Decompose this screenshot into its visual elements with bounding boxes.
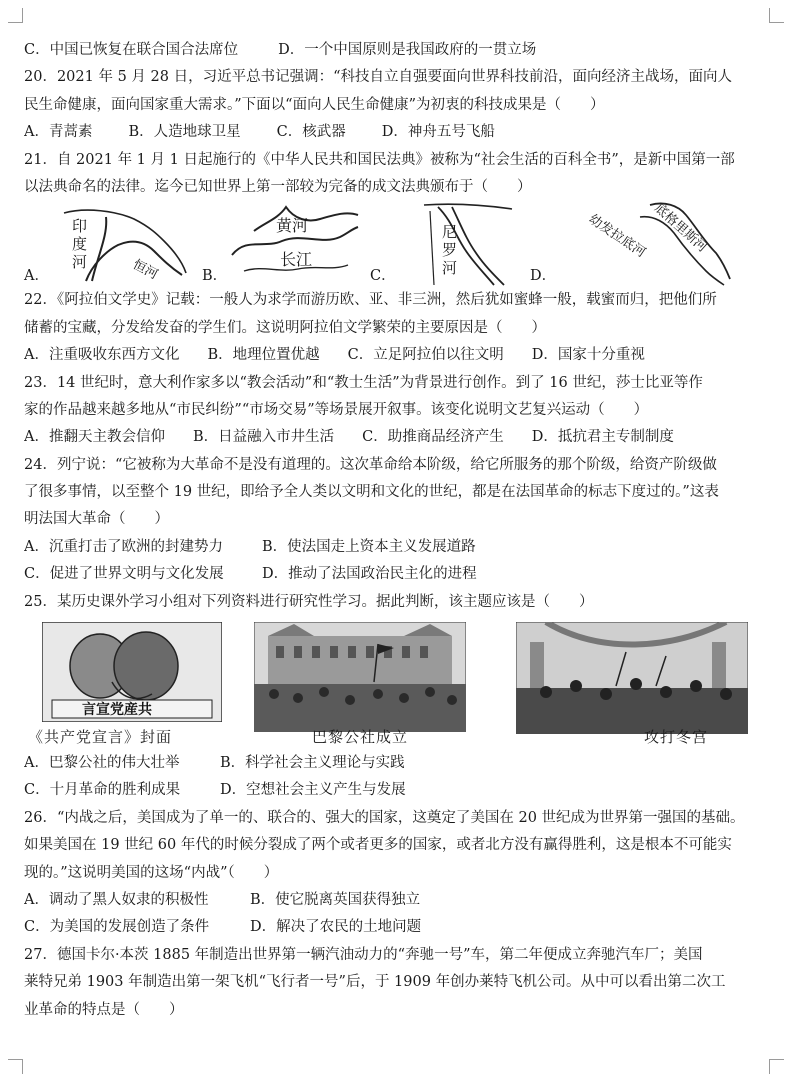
option-a: A．调动了黑人奴隶的积极性: [24, 891, 209, 908]
option-b: B．使法国走上资本主义发展道路: [262, 538, 476, 555]
question-text: 25．某历史课外学习小组对下列资料进行研究性学习。据此判断，该主题应该是（ ）: [24, 593, 594, 610]
crop-mark: [8, 1059, 23, 1074]
indus-ganges-map: [46, 201, 196, 287]
svg-text:言宣党産共: 言宣党産共: [82, 702, 152, 719]
option-line: [24, 37, 768, 64]
question-text: 以法典命名的法律。迄今已知世界上第一部较为完备的成文法典颁布于（ ）: [24, 178, 532, 195]
option-c: C．十月革命的胜利成果: [24, 782, 181, 799]
option-line: [24, 424, 768, 451]
question-text: 27．德国卡尔·本茨 1885 年制造出世界第一辆汽油动力的“奔驰一号”车，第二年便成立奔驰汽车厂；美国: [24, 946, 703, 963]
photo-caption-1: 《共产党宣言》封面: [28, 728, 173, 747]
question-text: 20．2021 年 5 月 28 日，习近平总书记强调：“科技自立自强要面向世界科技前沿，面向经济主战场，面向人: [24, 69, 732, 86]
yellow-yangtze-map: [224, 201, 364, 287]
map-option-label-d: D．: [530, 268, 557, 285]
svg-text:恒河: 恒河: [130, 257, 161, 284]
svg-text:罗: 罗: [442, 241, 458, 260]
question-text: 莱特兄弟 1903 年制造出第一架飞机“飞行者一号”后，于 1909 年创办莱特飞机公司。从中可以看出第二次工: [24, 974, 726, 991]
option-line: [24, 750, 768, 777]
question-text: 储蓄的宝藏，分发给发奋的学生们。这说明阿拉伯文学繁荣的主要原因是（ ）: [24, 319, 546, 336]
svg-text:黄河: 黄河: [276, 216, 309, 236]
paris-commune-image: [254, 622, 466, 732]
photo-materials: [24, 622, 768, 750]
svg-text:印: 印: [72, 217, 88, 236]
svg-text:幼发拉底河: 幼发拉底河: [585, 212, 649, 262]
crop-mark: [769, 1059, 784, 1074]
question-text: 现的。”这说明美国的这场“内战”（ ）: [24, 864, 279, 881]
photo-caption-3: 攻打冬宫: [644, 728, 709, 747]
svg-text:长江: 长江: [280, 250, 313, 270]
question-text: 家的作品越来越多地从“市民纠纷”“市场交易”等场景展开叙事。该变化说明文艺复兴运动（ ）: [24, 401, 649, 418]
option-c: C．中国已恢复在联合国合法席位: [24, 42, 239, 58]
option-c: C．促进了世界文明与文化发展: [24, 566, 224, 583]
manifesto-cover-image: [42, 622, 222, 722]
option-d: D．国家十分重视: [531, 347, 645, 364]
svg-text:底格里斯河: 底格里斯河: [651, 201, 710, 256]
svg-text:度: 度: [72, 235, 88, 254]
option-b: B．使它脱离英国获得独立: [250, 891, 421, 908]
option-line: [24, 534, 768, 561]
option-line: [24, 777, 768, 804]
winter-palace-image: [516, 622, 748, 734]
question-text: 业革命的特点是（ ）: [24, 1001, 184, 1018]
svg-text:河: 河: [72, 253, 88, 272]
option-a: A．推翻天主教会信仰: [24, 429, 165, 446]
crop-mark: [769, 8, 784, 23]
option-line: [24, 887, 768, 914]
option-b: B．科学社会主义理论与实践: [220, 755, 405, 772]
question-text: 24．列宁说：“它被称为大革命不是没有道理的。这次革命给本阶级，给它所服务的那个阶级，给资产阶级做: [24, 456, 717, 473]
option-d: D．神舟五号飞船: [381, 124, 495, 141]
svg-text:河: 河: [442, 259, 458, 278]
option-c: C．助推商品经济产生: [362, 429, 504, 446]
question-text: 21．自 2021 年 1 月 1 日起施行的《中华人民共和国民法典》被称为“社会生活的百科全书”，是新中国第一部: [24, 151, 735, 168]
option-d: D．解决了农民的土地问题: [250, 919, 422, 936]
option-a: A．巴黎公社的伟大壮举: [24, 755, 180, 772]
option-line: [24, 561, 768, 588]
nile-map: [394, 201, 524, 287]
question-text: 22．《阿拉伯文学史》记载：一般人为求学而游历欧、亚、非三洲，然后犹如蜜蜂一般，载蜜而归，把他们所: [24, 292, 717, 309]
option-a: A．注重吸收东西方文化: [24, 347, 180, 364]
option-b: B．地理位置优越: [207, 347, 320, 364]
map-options: [24, 201, 768, 287]
option-c: C．核武器: [276, 124, 346, 141]
option-line: [24, 119, 768, 146]
svg-text:尼: 尼: [442, 223, 458, 242]
option-d: D．推动了法国政治民主化的进程: [262, 566, 477, 583]
map-option-label-b: B．: [202, 268, 228, 285]
option-line: [24, 342, 768, 369]
question-text: 民生命健康，面向国家重大需求。”下面以“面向人民生命健康”为初衷的科技成果是（ ）: [24, 96, 605, 113]
option-d: D．抵抗君主专制制度: [531, 429, 674, 446]
option-c: C．立足阿拉伯以往文明: [347, 347, 504, 364]
question-text: 26．“内战之后，美国成为了单一的、联合的、强大的国家，这奠定了美国在 20 世纪成为世界第一强国的基础。: [24, 809, 745, 826]
question-text: 了很多事情，以至整个 19 世纪，即给予全人类以文明和文化的世纪，都是在法国革命的标志下度过的。”这表: [24, 484, 719, 501]
photo-caption-2: 巴黎公社成立: [312, 728, 409, 747]
option-d: D．一个中国原则是我国政府的一贯立场: [278, 42, 537, 58]
option-c: C．为美国的发展创造了条件: [24, 919, 210, 936]
map-option-label-c: C．: [370, 268, 396, 285]
option-d: D．空想社会主义产生与发展: [220, 782, 406, 799]
question-text: 明法国大革命（ ）: [24, 511, 169, 528]
option-a: A．青蒿素: [24, 124, 93, 141]
question-content: [24, 37, 768, 1024]
option-line: [24, 914, 768, 941]
crop-mark: [8, 8, 23, 23]
option-b: B．人造地球卫星: [128, 124, 241, 141]
option-b: B．日益融入市井生活: [192, 429, 335, 446]
question-text: 如果美国在 19 世纪 60 年代的时候分裂成了两个或者更多的国家，或者北方没有赢得胜利，这是根本不可能实: [24, 837, 732, 854]
map-option-label-a: A．: [24, 268, 49, 285]
option-a: A．沉重打击了欧洲的封建势力: [24, 538, 223, 555]
mesopotamia-map: [554, 201, 734, 287]
question-text: 23．14 世纪时，意大利作家多以“教会活动”和“教士生活”为背景进行创作。到了 16 世纪，莎士比亚等作: [24, 374, 703, 391]
